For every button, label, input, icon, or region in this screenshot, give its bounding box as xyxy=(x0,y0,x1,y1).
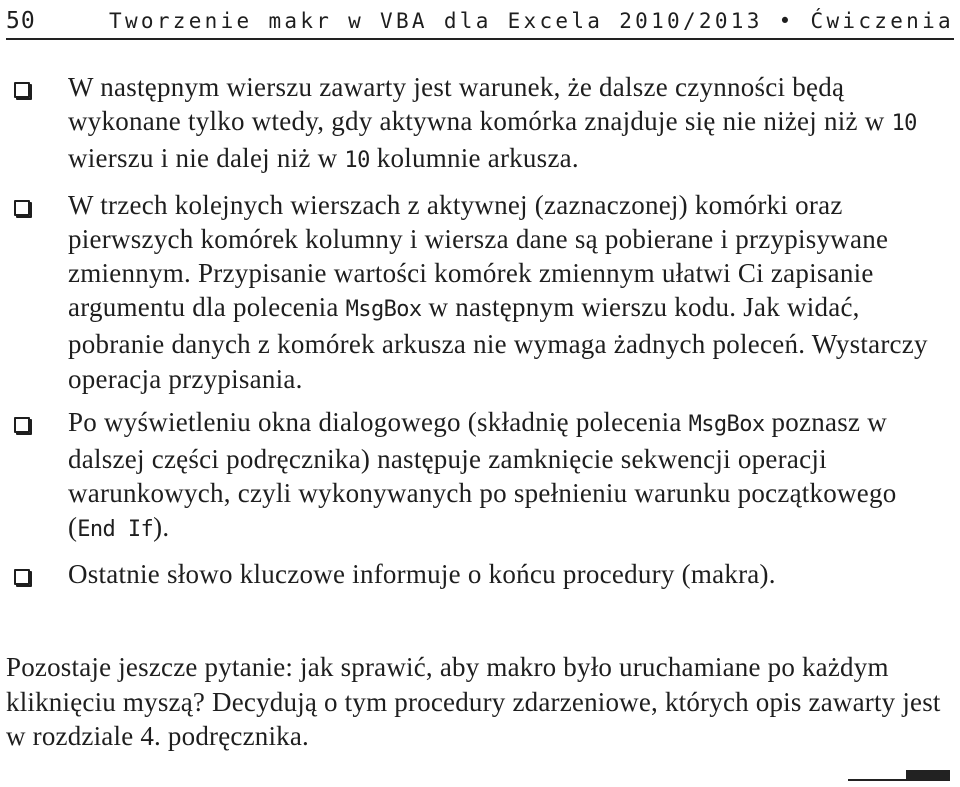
inline-code: 10 xyxy=(344,148,370,174)
checkbox-bullet-icon xyxy=(14,569,30,585)
checkbox-bullet-icon xyxy=(14,200,30,216)
checkbox-bullet-icon xyxy=(14,82,30,98)
inline-code: 10 xyxy=(891,111,917,137)
list-item-text: W trzech kolejnych wierszach z aktywnej (zaznaczonej) komórki oraz pierwszych komórek kolumny i wiersza dane są pobierane i przypisywane zmiennym. Przypisanie wartości komórek zmiennym ułatwi Ci zapisanie argumentu dla polecenia MsgBox w następnym wierszu kodu. Jak widać, pobranie danych z komórek arkusza nie wymaga żadnych poleceń. Wystarczy operacja przypisania. xyxy=(68,189,928,394)
footer-rule xyxy=(848,779,906,781)
inline-code: MsgBox xyxy=(688,411,765,437)
page-header xyxy=(6,4,954,40)
footer-marker xyxy=(906,770,950,781)
list-item xyxy=(14,405,949,548)
list-item-text: W następnym wierszu zawarty jest warunek, że dalsze czynności będą wykonane tylko wtedy, gdy aktywna komórka znajduje się nie niżej niż w 10 wierszu i nie dalej niż w 10 kolumnie arkusza. xyxy=(68,72,917,174)
body-paragraph: Pozostaje jeszcze pytanie: jak sprawić, aby makro było uruchamiane po każdym kliknięciu myszą? Decydują o tym procedury zdarzeniowe, których opis zawarty jest w rozdziale 4. podręcznika. xyxy=(6,652,941,751)
list-item xyxy=(14,188,949,396)
inline-code: MsgBox xyxy=(345,297,422,323)
list-item-text: Po wyświetleniu okna dialogowego (składnię polecenia MsgBox poznasz w dalszej części podręcznika) następuje zamknięcie sekwencji operacji warunkowych, czyli wykonywanych po spełnieniu warunku początkowego (End If). xyxy=(68,406,897,543)
inline-code: End If xyxy=(77,517,154,543)
page-number: 50 xyxy=(6,8,36,34)
list-item xyxy=(14,70,949,179)
running-title: Tworzenie makr w VBA dla Excela 2010/2013 • Ćwiczenia xyxy=(109,9,954,33)
checkbox-bullet-icon xyxy=(14,417,30,433)
list-item-text: Ostatnie słowo kluczowe informuje o końcu procedury (makra). xyxy=(68,558,776,589)
bullet-list xyxy=(14,70,949,600)
list-item xyxy=(14,557,949,591)
